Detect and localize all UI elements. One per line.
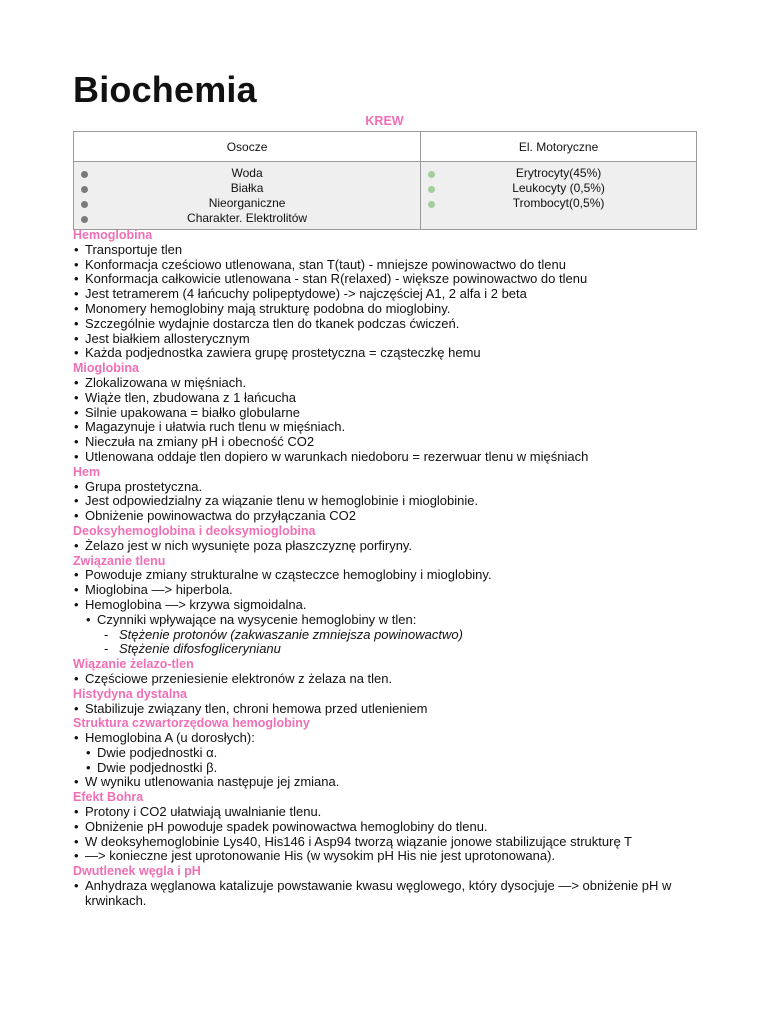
table-caption: KREW bbox=[365, 114, 404, 128]
list-item: Trombocyt(0,5%) bbox=[427, 196, 690, 211]
list-item: • Utlenowana oddaje tlen dopiero w warunkach niedoboru = rezerwuar tlenu w mięśniach bbox=[74, 448, 589, 464]
table-body-row bbox=[74, 162, 697, 230]
section-heading-dwutlenek: Dwutlenek węgla i pH bbox=[73, 864, 201, 879]
list-item: Białka bbox=[80, 181, 414, 196]
list-item: - Stężenie difosfoglicerynianu bbox=[104, 641, 281, 657]
list-item: • Hemoglobina —> krzywa sigmoidalna. bbox=[74, 596, 307, 612]
wiazanie-tlenu-subsublist bbox=[73, 628, 703, 658]
list-item: • Transportuje tlen bbox=[74, 241, 183, 257]
histydyna-list bbox=[73, 702, 703, 717]
list-item: Erytrocyty(45%) bbox=[427, 166, 690, 181]
list-item: • Magazynuje i ułatwia ruch tlenu w mięśniach. bbox=[74, 419, 346, 435]
list-item: • W wyniku utlenowania następuje jej zmiana. bbox=[74, 774, 340, 790]
bullet-dot-icon bbox=[428, 201, 435, 208]
list-item: • Mioglobina —> hiperbola. bbox=[74, 582, 233, 598]
list-item: Woda bbox=[80, 166, 414, 181]
list-item: • Protony i CO2 ułatwiają uwalnianie tlenu. bbox=[74, 804, 322, 820]
list-item: • Obniżenie pH powoduje spadek powinowactwa hemoglobiny do tlenu. bbox=[74, 818, 488, 834]
list-item: • Konformacja całkowicie utlenowana - stan R(relaxed) - większe powinowactwo do tlenu bbox=[74, 271, 588, 287]
list-item: • Szczególnie wydajnie dostarcza tlen do tkanek podczas ćwiczeń. bbox=[74, 315, 460, 331]
hemoglobina-list bbox=[73, 243, 703, 361]
section-heading-mioglobina: Mioglobina bbox=[73, 361, 139, 376]
wiazanie-tlenu-list bbox=[73, 568, 703, 612]
hem-list bbox=[73, 480, 703, 524]
section-heading-hem: Hem bbox=[73, 464, 101, 479]
column-header-motoryczne: El. Motoryczne bbox=[421, 132, 697, 162]
list-item: • Zlokalizowana w mięśniach. bbox=[74, 374, 247, 390]
list-item: • Monomery hemoglobiny mają strukturę podobna do mioglobiny. bbox=[74, 300, 451, 316]
list-item: - Stężenie protonów (zakwaszanie zmniejsza powinowactwo) bbox=[104, 626, 463, 642]
zelazo-list bbox=[73, 672, 703, 687]
struktura-sublist bbox=[73, 746, 703, 776]
list-item: • Jest tetramerem (4 łańcuchy polipeptydowe) -> najczęściej A1, 2 alfa i 2 beta bbox=[74, 286, 527, 302]
list-item: • Czynniki wpływające na wysycenie hemoglobiny w tlen: bbox=[86, 611, 417, 627]
list-item: • Każda podjednostka zawiera grupę prostetyczna = cząsteczkę hemu bbox=[74, 345, 481, 361]
list-item: • Hemoglobina A (u dorosłych): bbox=[74, 730, 255, 746]
list-item: • Jest odpowiedzialny za wiązanie tlenu w hemoglobinie i mioglobinie. bbox=[74, 493, 479, 509]
list-item: • Dwie podjednostki β. bbox=[86, 759, 218, 775]
section-heading-deoksy: Deoksyhemoglobina i deoksymioglobina bbox=[73, 523, 316, 538]
osocze-list bbox=[80, 166, 414, 226]
list-item: • Obniżenie powinowactwa do przyłączania CO2 bbox=[74, 508, 356, 524]
motoryczne-list bbox=[427, 166, 690, 211]
wiazanie-tlenu-sublist bbox=[73, 613, 703, 628]
section-heading-struktura: Struktura czwartorzędowa hemoglobiny bbox=[73, 716, 310, 731]
section-heading-bohr: Efekt Bohra bbox=[73, 790, 144, 805]
list-item: • Dwie podjednostki α. bbox=[86, 744, 218, 760]
mioglobina-list bbox=[73, 376, 703, 465]
list-item: • Wiąże tlen, zbudowana z 1 łańcucha bbox=[74, 389, 297, 405]
deoksy-list bbox=[73, 539, 703, 554]
section-heading-wiazanie-tlenu: Związanie tlenu bbox=[73, 553, 166, 568]
krew-table bbox=[73, 131, 697, 230]
list-item: • Konformacja cześciowo utlenowana, stan T(taut) - mniejsze powinowactwo do tlenu bbox=[74, 256, 566, 272]
column-header-osocze: Osocze bbox=[74, 132, 421, 162]
section-heading-hemoglobina: Hemoglobina bbox=[73, 228, 153, 242]
bullet-dot-icon bbox=[81, 216, 88, 223]
list-item: • W deoksyhemoglobinie Lys40, His146 i Asp94 tworzą wiązanie jonowe stabilizujące strukturę T bbox=[74, 833, 633, 849]
list-item: Charakter. Elektrolitów bbox=[80, 211, 414, 226]
dwutlenek-list bbox=[73, 879, 703, 909]
page-title: Biochemia bbox=[73, 69, 257, 110]
list-item: • —> konieczne jest uprotonowanie His (w wysokim pH His nie jest uprotonowana). bbox=[74, 848, 556, 864]
bullet-dot-icon bbox=[81, 201, 88, 208]
list-item: • Nieczuła na zmiany pH i obecność CO2 bbox=[74, 434, 315, 450]
list-item: • Grupa prostetyczna. bbox=[74, 478, 203, 494]
motoryczne-cell bbox=[421, 162, 697, 230]
notes-content bbox=[73, 228, 703, 909]
section-heading-histydyna: Histydyna dystalna bbox=[73, 686, 187, 701]
bullet-dot-icon bbox=[81, 171, 88, 178]
list-item: Leukocyty (0,5%) bbox=[427, 181, 690, 196]
osocze-cell bbox=[74, 162, 421, 230]
list-item: • Jest białkiem allosterycznym bbox=[74, 330, 250, 346]
list-item: • Anhydraza węglanowa katalizuje powstawanie kwasu węglowego, który dysocjuje —> obniżenie pH w krwinkach. bbox=[74, 878, 672, 908]
list-item: • Częściowe przeniesienie elektronów z żelaza na tlen. bbox=[74, 670, 393, 686]
bohr-list bbox=[73, 805, 703, 864]
table-header-row bbox=[74, 132, 697, 162]
bullet-dot-icon bbox=[81, 186, 88, 193]
struktura-list bbox=[73, 731, 703, 746]
struktura-list-cont bbox=[73, 775, 703, 790]
list-item: • Powoduje zmiany strukturalne w cząsteczce hemoglobiny i mioglobiny. bbox=[74, 567, 492, 583]
list-item: • Silnie upakowana = białko globularne bbox=[74, 404, 301, 420]
list-item: • Żelazo jest w nich wysunięte poza płaszczyznę porfiryny. bbox=[74, 537, 413, 553]
list-item: Nieorganiczne bbox=[80, 196, 414, 211]
bullet-dot-icon bbox=[428, 186, 435, 193]
list-item: • Stabilizuje związany tlen, chroni hemowa przed utlenieniem bbox=[74, 700, 428, 716]
bullet-dot-icon bbox=[428, 171, 435, 178]
section-heading-zelazo: Wiązanie żelazo-tlen bbox=[73, 657, 194, 672]
